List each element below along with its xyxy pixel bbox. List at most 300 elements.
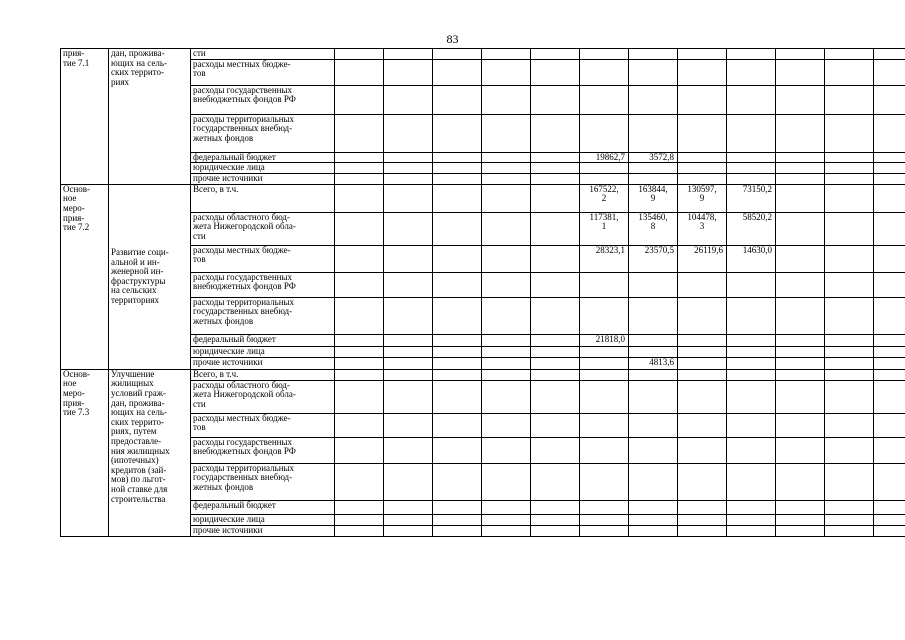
- value-cell: [776, 212, 825, 245]
- value-cell: [384, 346, 433, 357]
- value-cell: [482, 297, 531, 334]
- value-cell: [629, 437, 678, 463]
- value-cell: 73150,2: [727, 184, 776, 212]
- value-cell: [825, 212, 874, 245]
- value-cell: [825, 59, 874, 85]
- funding-source: юридические лица: [191, 163, 335, 174]
- value-cell: [874, 525, 905, 536]
- value-cell: [825, 346, 874, 357]
- value-cell: [580, 59, 629, 85]
- value-cell: [335, 463, 384, 500]
- value-cell: 21818,0: [580, 334, 629, 346]
- value-cell: [678, 163, 727, 174]
- value-cell: [335, 525, 384, 536]
- value-cell: [629, 525, 678, 536]
- value-cell: [776, 152, 825, 163]
- value-cell: [874, 173, 905, 184]
- value-cell: [776, 334, 825, 346]
- value-cell: [531, 245, 580, 272]
- value-cell: [580, 173, 629, 184]
- value-cell: [580, 163, 629, 174]
- value-cell: [874, 184, 905, 212]
- value-cell: [335, 163, 384, 174]
- value-cell: [482, 85, 531, 114]
- value-cell: [531, 514, 580, 525]
- value-cell: [678, 49, 727, 60]
- value-cell: [629, 272, 678, 297]
- value-cell: [825, 334, 874, 346]
- value-cell: [531, 272, 580, 297]
- value-cell: [825, 114, 874, 152]
- value-cell: [727, 437, 776, 463]
- funding-source: расходы территориальных государственных внебюд- жетных фондов: [191, 114, 335, 152]
- value-cell: [727, 85, 776, 114]
- value-cell: [580, 463, 629, 500]
- value-cell: [384, 152, 433, 163]
- value-cell: [433, 49, 482, 60]
- value-cell: [384, 49, 433, 60]
- value-cell: 167522, 2: [580, 184, 629, 212]
- value-cell: [482, 334, 531, 346]
- funding-source: Всего, в т.ч.: [191, 184, 335, 212]
- value-cell: [874, 437, 905, 463]
- value-cell: [384, 212, 433, 245]
- value-cell: [335, 114, 384, 152]
- value-cell: [629, 413, 678, 437]
- value-cell: [874, 163, 905, 174]
- value-cell: [776, 85, 825, 114]
- value-cell: [335, 437, 384, 463]
- value-cell: [384, 297, 433, 334]
- value-cell: [433, 245, 482, 272]
- value-cell: [776, 437, 825, 463]
- value-cell: [482, 272, 531, 297]
- value-cell: [678, 173, 727, 184]
- value-cell: [874, 152, 905, 163]
- table-row: [61, 184, 905, 212]
- value-cell: [335, 59, 384, 85]
- value-cell: [482, 173, 531, 184]
- value-cell: 26119,6: [678, 245, 727, 272]
- value-cell: [727, 272, 776, 297]
- value-cell: [874, 369, 905, 380]
- value-cell: [384, 173, 433, 184]
- value-cell: [482, 346, 531, 357]
- value-cell: [629, 514, 678, 525]
- value-cell: [335, 500, 384, 514]
- value-cell: [580, 413, 629, 437]
- value-cell: [433, 85, 482, 114]
- value-cell: [482, 357, 531, 369]
- value-cell: [776, 114, 825, 152]
- value-cell: [580, 514, 629, 525]
- value-cell: [531, 59, 580, 85]
- value-cell: 104478, 3: [678, 212, 727, 245]
- value-cell: [531, 184, 580, 212]
- value-cell: [531, 152, 580, 163]
- value-cell: [776, 59, 825, 85]
- value-cell: [727, 357, 776, 369]
- value-cell: [531, 334, 580, 346]
- value-cell: [384, 184, 433, 212]
- value-cell: [678, 463, 727, 500]
- value-cell: [874, 114, 905, 152]
- value-cell: [335, 357, 384, 369]
- value-cell: [776, 163, 825, 174]
- value-cell: [825, 413, 874, 437]
- value-cell: [482, 437, 531, 463]
- funding-source: прочие источники: [191, 357, 335, 369]
- value-cell: [776, 184, 825, 212]
- funding-source: расходы местных бюдже- тов: [191, 59, 335, 85]
- value-cell: [678, 346, 727, 357]
- value-cell: [384, 163, 433, 174]
- value-cell: [384, 369, 433, 380]
- value-cell: [433, 163, 482, 174]
- value-cell: [727, 346, 776, 357]
- value-cell: [580, 297, 629, 334]
- value-cell: [727, 413, 776, 437]
- value-cell: [825, 85, 874, 114]
- value-cell: [629, 500, 678, 514]
- value-cell: [678, 380, 727, 413]
- value-cell: [482, 525, 531, 536]
- value-cell: [482, 500, 531, 514]
- value-cell: [776, 357, 825, 369]
- value-cell: [580, 500, 629, 514]
- value-cell: [776, 49, 825, 60]
- value-cell: [531, 114, 580, 152]
- value-cell: [825, 297, 874, 334]
- funding-source: юридические лица: [191, 514, 335, 525]
- value-cell: [874, 212, 905, 245]
- value-cell: [629, 346, 678, 357]
- value-cell: [433, 297, 482, 334]
- value-cell: [776, 173, 825, 184]
- value-cell: [433, 514, 482, 525]
- value-cell: 117381, 1: [580, 212, 629, 245]
- value-cell: [776, 369, 825, 380]
- value-cell: [874, 245, 905, 272]
- funding-source: федеральный бюджет: [191, 500, 335, 514]
- value-cell: [874, 500, 905, 514]
- funding-source: расходы местных бюдже- тов: [191, 245, 335, 272]
- value-cell: [482, 463, 531, 500]
- value-cell: [335, 380, 384, 413]
- value-cell: [482, 245, 531, 272]
- value-cell: [335, 334, 384, 346]
- value-cell: [874, 514, 905, 525]
- funding-source: расходы областного бюд- жета Нижегородской обла- сти: [191, 380, 335, 413]
- value-cell: [629, 463, 678, 500]
- value-cell: [629, 114, 678, 152]
- value-cell: 3572,8: [629, 152, 678, 163]
- value-cell: [335, 85, 384, 114]
- value-cell: [678, 525, 727, 536]
- value-cell: [433, 525, 482, 536]
- funding-source: юридические лица: [191, 346, 335, 357]
- value-cell: [482, 514, 531, 525]
- value-cell: [580, 437, 629, 463]
- value-cell: [874, 272, 905, 297]
- value-cell: [384, 272, 433, 297]
- value-cell: 23570,5: [629, 245, 678, 272]
- value-cell: [335, 413, 384, 437]
- measure-label: прия- тие 7.1: [61, 49, 109, 185]
- value-cell: [678, 334, 727, 346]
- value-cell: [727, 152, 776, 163]
- value-cell: [433, 59, 482, 85]
- value-cell: [384, 380, 433, 413]
- value-cell: [580, 346, 629, 357]
- value-cell: [384, 437, 433, 463]
- funding-source: прочие источники: [191, 173, 335, 184]
- value-cell: [678, 369, 727, 380]
- funding-source: федеральный бюджет: [191, 152, 335, 163]
- value-cell: [433, 152, 482, 163]
- value-cell: [727, 525, 776, 536]
- value-cell: [384, 357, 433, 369]
- funding-source: расходы государственных внебюджетных фондов РФ: [191, 272, 335, 297]
- measure-label: Основ- ное меро- прия- тие 7.3: [61, 369, 109, 536]
- value-cell: [776, 500, 825, 514]
- value-cell: [776, 297, 825, 334]
- measure-description: дан, прожива- ющих на сель- ских террито- риях: [109, 49, 191, 185]
- value-cell: [433, 413, 482, 437]
- value-cell: [825, 152, 874, 163]
- value-cell: [678, 114, 727, 152]
- value-cell: [482, 413, 531, 437]
- value-cell: [727, 380, 776, 413]
- value-cell: [874, 334, 905, 346]
- value-cell: [629, 369, 678, 380]
- value-cell: 58520,2: [727, 212, 776, 245]
- value-cell: [629, 334, 678, 346]
- value-cell: [825, 369, 874, 380]
- value-cell: [531, 437, 580, 463]
- value-cell: [531, 525, 580, 536]
- value-cell: [678, 59, 727, 85]
- value-cell: [335, 173, 384, 184]
- value-cell: [335, 346, 384, 357]
- funding-source: расходы государственных внебюджетных фондов РФ: [191, 437, 335, 463]
- value-cell: [433, 500, 482, 514]
- value-cell: [874, 85, 905, 114]
- value-cell: [727, 297, 776, 334]
- value-cell: [482, 184, 531, 212]
- value-cell: [825, 437, 874, 463]
- value-cell: 135460, 8: [629, 212, 678, 245]
- value-cell: [335, 212, 384, 245]
- value-cell: [433, 437, 482, 463]
- funding-source: расходы местных бюдже- тов: [191, 413, 335, 437]
- value-cell: [874, 413, 905, 437]
- value-cell: [531, 380, 580, 413]
- value-cell: [433, 369, 482, 380]
- value-cell: [433, 272, 482, 297]
- value-cell: [482, 369, 531, 380]
- value-cell: [433, 380, 482, 413]
- value-cell: [335, 49, 384, 60]
- funding-source: Всего, в т.ч.: [191, 369, 335, 380]
- value-cell: [482, 59, 531, 85]
- value-cell: [335, 514, 384, 525]
- value-cell: [482, 380, 531, 413]
- value-cell: [531, 463, 580, 500]
- value-cell: [825, 184, 874, 212]
- funding-source: расходы областного бюд- жета Нижегородской обла- сти: [191, 212, 335, 245]
- value-cell: [727, 49, 776, 60]
- value-cell: [776, 525, 825, 536]
- funding-source: расходы территориальных государственных внебюд- жетных фондов: [191, 297, 335, 334]
- value-cell: [776, 413, 825, 437]
- value-cell: [433, 212, 482, 245]
- value-cell: [531, 49, 580, 60]
- value-cell: [384, 463, 433, 500]
- value-cell: [482, 49, 531, 60]
- value-cell: [384, 245, 433, 272]
- value-cell: [727, 114, 776, 152]
- value-cell: [335, 272, 384, 297]
- value-cell: [678, 272, 727, 297]
- value-cell: [825, 245, 874, 272]
- value-cell: [727, 173, 776, 184]
- value-cell: [335, 184, 384, 212]
- value-cell: [678, 500, 727, 514]
- funding-source: сти: [191, 49, 335, 60]
- table-row: [61, 49, 905, 60]
- funding-source: расходы государственных внебюджетных фондов РФ: [191, 85, 335, 114]
- value-cell: [874, 357, 905, 369]
- value-cell: [531, 346, 580, 357]
- value-cell: 14630,0: [727, 245, 776, 272]
- value-cell: [727, 163, 776, 174]
- value-cell: [629, 163, 678, 174]
- value-cell: [580, 357, 629, 369]
- value-cell: [874, 380, 905, 413]
- funding-source: прочие источники: [191, 525, 335, 536]
- funding-table: [60, 48, 905, 537]
- value-cell: [531, 500, 580, 514]
- measure-description: Улучшение жилищных условий граж- дан, прожива- ющих на сель- ских террито- риях, путем предоставле- ния жилищных (ипотечных) кредитов (зай- мов) по льгот- ной ставке для строительства: [109, 369, 191, 536]
- value-cell: [482, 114, 531, 152]
- value-cell: [825, 357, 874, 369]
- value-cell: [335, 369, 384, 380]
- value-cell: [580, 272, 629, 297]
- value-cell: [531, 369, 580, 380]
- value-cell: [482, 163, 531, 174]
- value-cell: [825, 500, 874, 514]
- value-cell: [776, 245, 825, 272]
- value-cell: [433, 184, 482, 212]
- value-cell: [384, 525, 433, 536]
- value-cell: [531, 173, 580, 184]
- value-cell: [874, 297, 905, 334]
- value-cell: [629, 173, 678, 184]
- value-cell: [531, 163, 580, 174]
- value-cell: [727, 500, 776, 514]
- value-cell: [874, 463, 905, 500]
- value-cell: 19862,7: [580, 152, 629, 163]
- value-cell: [580, 369, 629, 380]
- value-cell: 130597, 9: [678, 184, 727, 212]
- value-cell: [384, 114, 433, 152]
- value-cell: [678, 413, 727, 437]
- value-cell: [433, 114, 482, 152]
- value-cell: [776, 463, 825, 500]
- value-cell: [776, 514, 825, 525]
- value-cell: [433, 173, 482, 184]
- value-cell: [384, 514, 433, 525]
- value-cell: [678, 85, 727, 114]
- value-cell: [384, 334, 433, 346]
- value-cell: [678, 152, 727, 163]
- value-cell: 4813,6: [629, 357, 678, 369]
- value-cell: [531, 357, 580, 369]
- value-cell: [727, 59, 776, 85]
- value-cell: [384, 59, 433, 85]
- value-cell: [776, 380, 825, 413]
- table-row: [61, 369, 905, 380]
- value-cell: [825, 272, 874, 297]
- value-cell: [531, 413, 580, 437]
- value-cell: [678, 437, 727, 463]
- value-cell: [433, 357, 482, 369]
- value-cell: [727, 334, 776, 346]
- value-cell: [482, 212, 531, 245]
- value-cell: [629, 85, 678, 114]
- value-cell: [335, 152, 384, 163]
- value-cell: [384, 85, 433, 114]
- measure-description: Развитие соци- альной и ин- женерной ин- фраструктуры на сельских территориях: [109, 184, 191, 369]
- value-cell: [335, 245, 384, 272]
- value-cell: [531, 85, 580, 114]
- funding-source: расходы территориальных государственных внебюд- жетных фондов: [191, 463, 335, 500]
- value-cell: [629, 59, 678, 85]
- value-cell: [825, 525, 874, 536]
- value-cell: [335, 297, 384, 334]
- page-number: 83: [446, 32, 459, 46]
- funding-source: федеральный бюджет: [191, 334, 335, 346]
- value-cell: [727, 514, 776, 525]
- value-cell: [384, 500, 433, 514]
- value-cell: [531, 297, 580, 334]
- value-cell: [433, 334, 482, 346]
- value-cell: [580, 525, 629, 536]
- value-cell: [825, 514, 874, 525]
- value-cell: [482, 152, 531, 163]
- value-cell: [825, 163, 874, 174]
- value-cell: [629, 49, 678, 60]
- value-cell: [825, 380, 874, 413]
- value-cell: [433, 346, 482, 357]
- value-cell: [629, 297, 678, 334]
- value-cell: [727, 463, 776, 500]
- value-cell: 28323,1: [580, 245, 629, 272]
- value-cell: [580, 85, 629, 114]
- value-cell: [727, 369, 776, 380]
- measure-label: Основ- ное меро- прия- тие 7.2: [61, 184, 109, 369]
- value-cell: [580, 49, 629, 60]
- value-cell: [678, 514, 727, 525]
- value-cell: [825, 49, 874, 60]
- value-cell: [825, 173, 874, 184]
- value-cell: [678, 297, 727, 334]
- value-cell: [678, 357, 727, 369]
- value-cell: [384, 413, 433, 437]
- value-cell: [825, 463, 874, 500]
- value-cell: [531, 212, 580, 245]
